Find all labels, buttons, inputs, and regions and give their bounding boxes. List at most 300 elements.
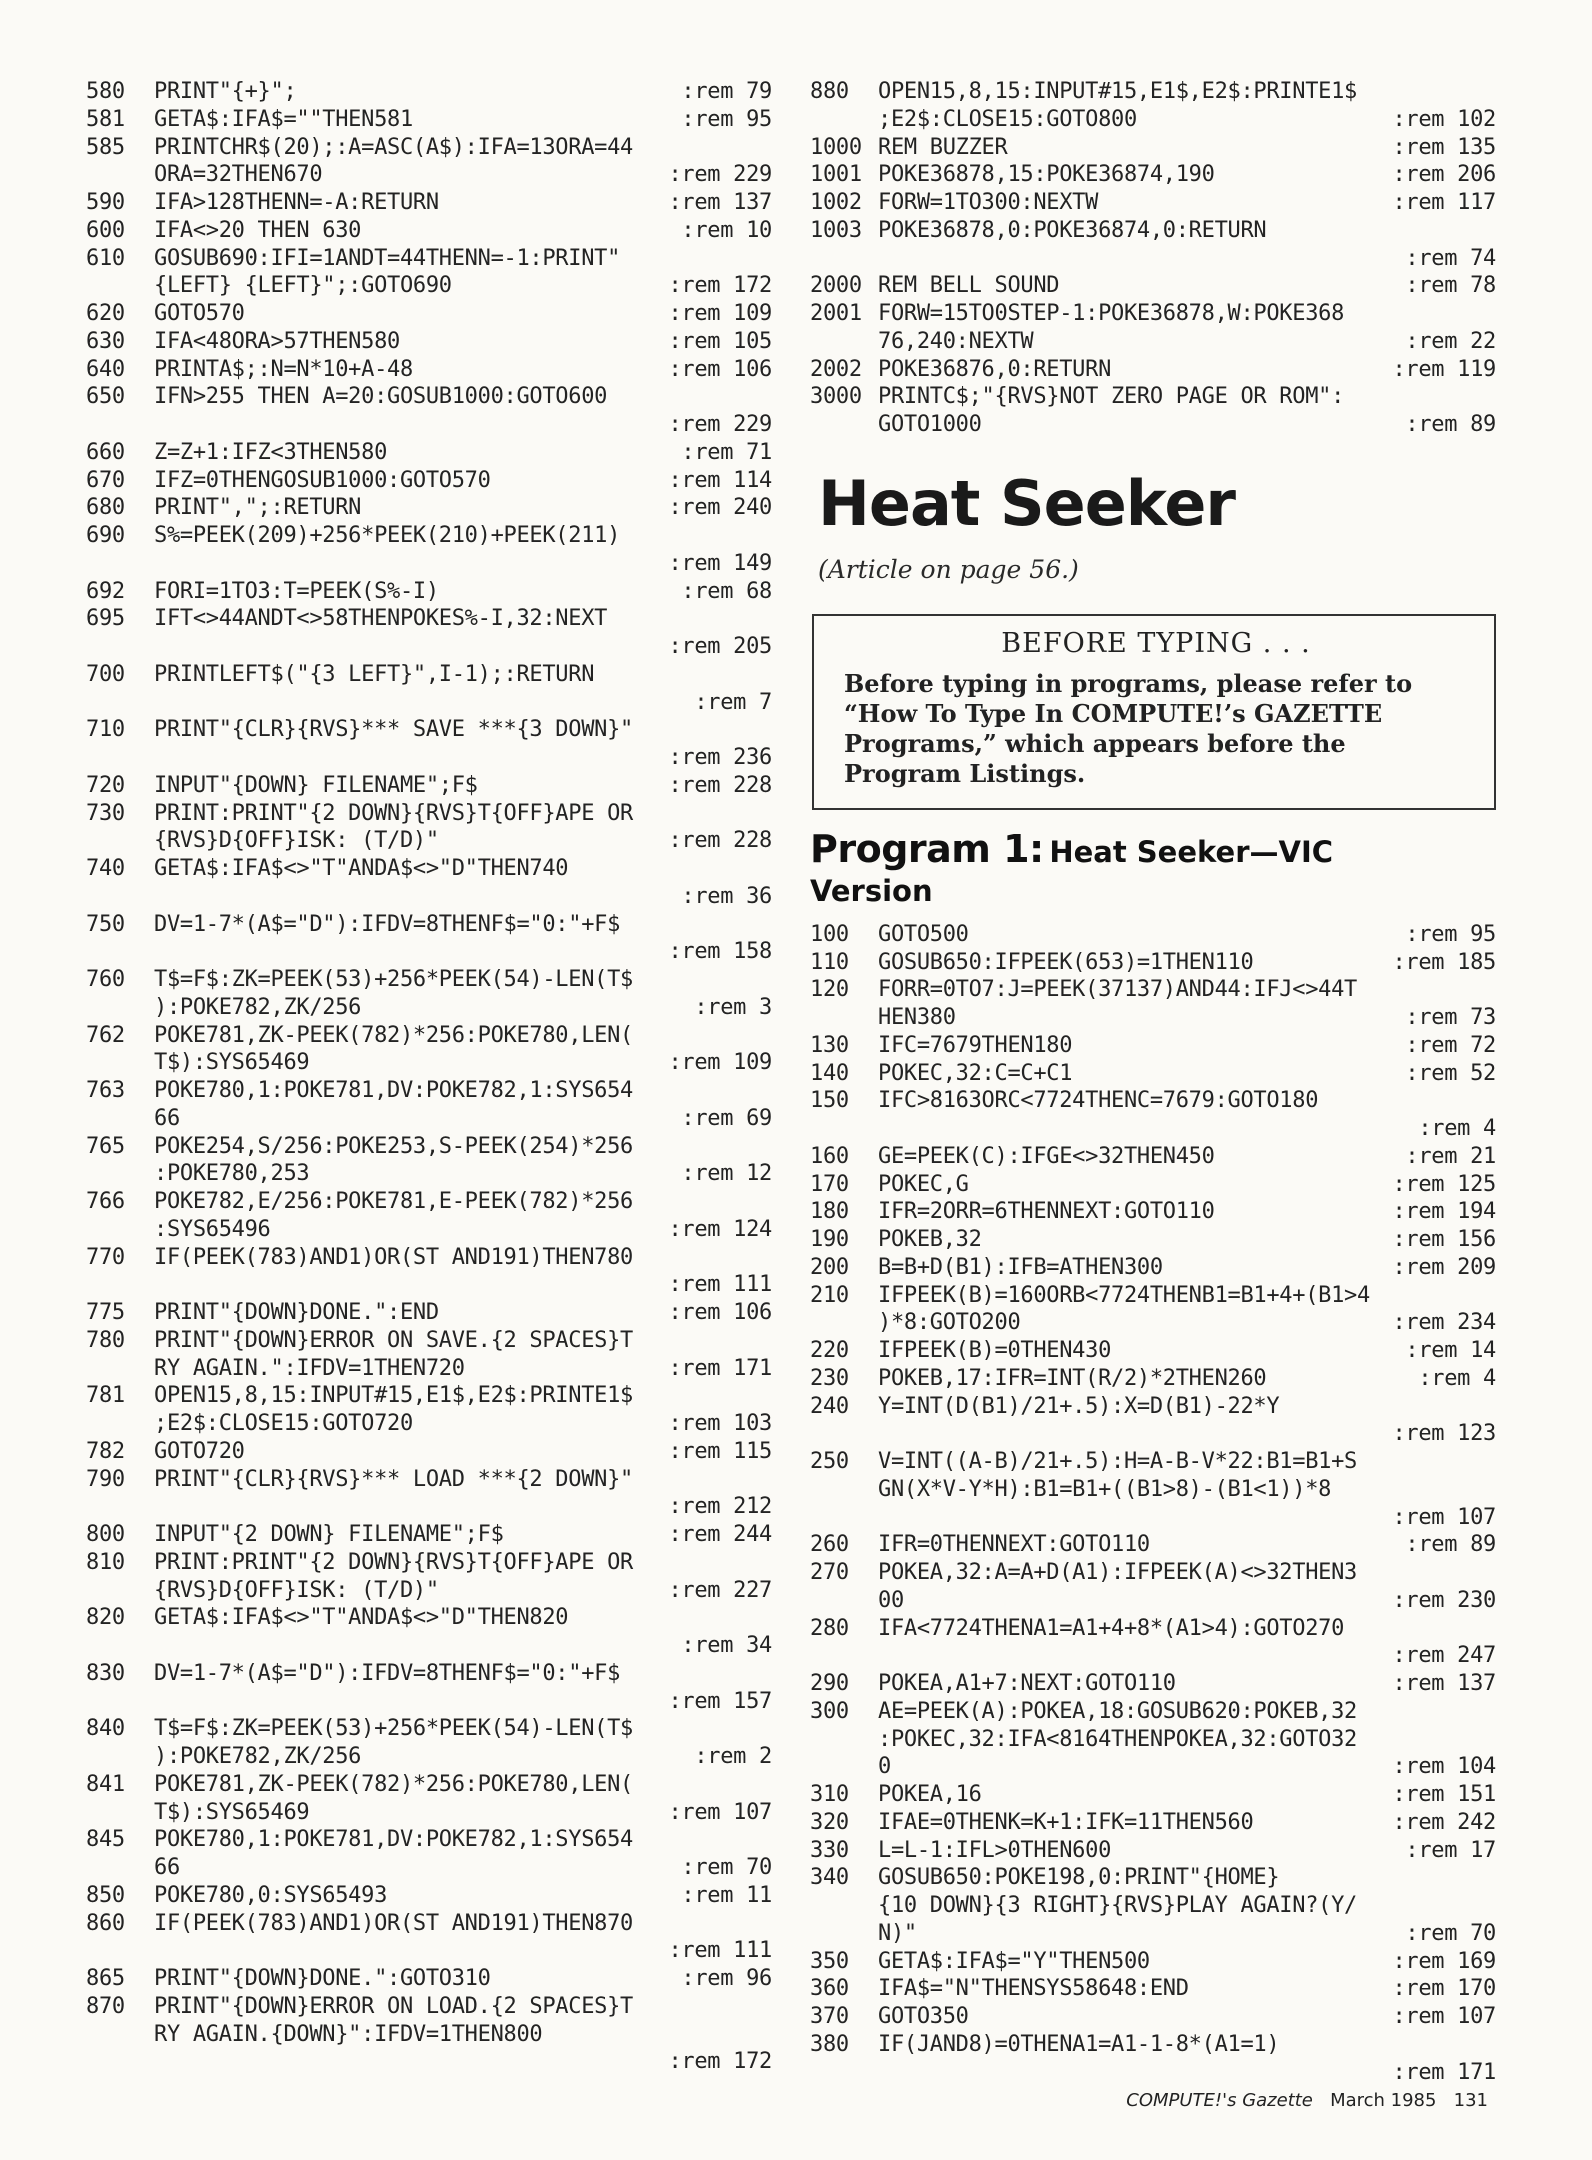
line-number: 585 <box>86 134 125 160</box>
program-listing-heat-seeker <box>810 921 1500 2087</box>
rem-checksum: :rem 111 <box>668 1938 772 1964</box>
rem-checksum: :rem 78 <box>1405 273 1496 299</box>
line-number: 330 <box>810 1837 849 1863</box>
rem-checksum: :rem 52 <box>1405 1060 1496 1086</box>
code-text: PRINT"{CLR}{RVS}*** SAVE ***{3 DOWN}" <box>154 717 633 743</box>
listing-line <box>86 1549 776 1577</box>
code-text: PRINT"{+}"; <box>154 79 297 104</box>
listing-line <box>810 1587 1500 1615</box>
code-text: POKEA,A1+7:NEXT:GOTO110 <box>878 1671 1176 1696</box>
rem-checksum: :rem 79 <box>681 79 772 104</box>
listing-line <box>86 689 776 717</box>
rem-checksum: :rem 172 <box>668 2049 772 2075</box>
rem-checksum: :rem 34 <box>681 1633 772 1658</box>
code-text: GOSUB650:IFPEEK(653)=1THEN110 <box>878 949 1254 975</box>
line-number: 845 <box>86 1827 125 1853</box>
program-label: Program 1: <box>810 826 1044 871</box>
line-number: 2000 <box>810 273 862 299</box>
code-text: IFA<48ORA>57THEN580 <box>154 328 400 354</box>
listing-line <box>810 1781 1500 1809</box>
footer-magazine: COMPUTE!'s Gazette <box>1126 2090 1313 2111</box>
listing-line <box>86 605 776 633</box>
code-text: ):POKE782,ZK/256 <box>154 1744 362 1769</box>
rem-checksum: :rem 111 <box>668 1272 772 1298</box>
listing-line <box>810 1864 1500 1892</box>
code-text: T$=F$:ZK=PEEK(53)+256*PEEK(54)-LEN(T$ <box>154 967 633 992</box>
listing-line <box>810 1642 1500 1670</box>
code-text: ;E2$:CLOSE15:GOTO800 <box>878 106 1137 132</box>
before-typing-box <box>812 614 1496 810</box>
rem-checksum: :rem 12 <box>681 1161 772 1187</box>
line-number: 1000 <box>810 134 862 160</box>
line-number: 370 <box>810 2004 849 2029</box>
listing-line <box>810 300 1500 328</box>
code-text: REM BUZZER <box>878 134 1008 160</box>
code-text: {RVS}D{OFF}ISK: (T/D)" <box>154 828 439 854</box>
line-number: 210 <box>810 1282 849 1308</box>
listing-line <box>810 245 1500 273</box>
line-number: 775 <box>86 1300 125 1325</box>
code-text: POKE36876,0:RETURN <box>878 356 1112 382</box>
rem-checksum: :rem 244 <box>668 1522 772 1547</box>
listing-line <box>810 189 1500 217</box>
line-number: 860 <box>86 1910 125 1936</box>
rem-checksum: :rem 71 <box>681 439 772 465</box>
line-number: 260 <box>810 1532 849 1558</box>
rem-checksum: :rem 171 <box>668 1355 772 1381</box>
code-text: POKE780,0:SYS65493 <box>154 1882 388 1908</box>
line-number: 180 <box>810 1199 849 1225</box>
line-number: 581 <box>86 106 125 132</box>
listing-line <box>86 1854 776 1882</box>
line-number: 280 <box>810 1615 849 1641</box>
listing-line <box>86 744 776 772</box>
code-text: IFA$="N"THENSYS58648:END <box>878 1976 1189 2002</box>
listing-line <box>810 356 1500 384</box>
rem-checksum: :rem 212 <box>668 1494 772 1520</box>
line-number: 840 <box>86 1716 125 1742</box>
code-text: POKEA,32:A=A+D(A1):IFPEEK(A)<>32THEN3 <box>878 1560 1357 1585</box>
code-text: POKE36878,15:POKE36874,190 <box>878 162 1215 188</box>
rem-checksum: :rem 135 <box>1392 134 1496 160</box>
line-number: 200 <box>810 1254 849 1280</box>
code-text: PRINTLEFT$("{3 LEFT}",I-1);:RETURN <box>154 661 595 687</box>
rem-checksum: :rem 171 <box>1392 2059 1496 2085</box>
rem-checksum: :rem 11 <box>681 1882 772 1908</box>
line-number: 630 <box>86 328 125 354</box>
listing-line <box>86 439 776 467</box>
code-text: POKE254,S/256:POKE253,S-PEEK(254)*256 <box>154 1133 633 1159</box>
line-number: 650 <box>86 384 125 410</box>
listing-line <box>86 911 776 939</box>
code-text: PRINTA$;:N=N*10+A-48 <box>154 356 413 382</box>
code-text: POKE36878,0:POKE36874,0:RETURN <box>878 217 1267 243</box>
rem-checksum: :rem 36 <box>681 883 772 909</box>
listing-line <box>86 1826 776 1854</box>
line-number: 2002 <box>810 356 862 382</box>
listing-line <box>86 1715 776 1743</box>
line-number: 692 <box>86 578 125 604</box>
code-text: IFN>255 THEN A=20:GOSUB1000:GOTO600 <box>154 384 608 410</box>
code-text: FORW=1TO300:NEXTW <box>878 190 1099 215</box>
listing-line <box>810 1448 1500 1476</box>
listing-line <box>86 1799 776 1827</box>
line-number: 730 <box>86 800 125 826</box>
listing-line <box>810 1531 1500 1559</box>
listing-line <box>86 1965 776 1993</box>
line-number: 763 <box>86 1078 125 1103</box>
listing-line <box>86 1521 776 1549</box>
code-text: DV=1-7*(A$="D"):IFDV=8THENF$="0:"+F$ <box>154 1660 621 1686</box>
listing-line <box>86 633 776 661</box>
rem-checksum: :rem 74 <box>1405 245 1496 271</box>
line-number: 2001 <box>810 301 862 326</box>
line-number: 320 <box>810 1809 849 1835</box>
rem-checksum: :rem 107 <box>668 1799 772 1825</box>
box-body: Before typing in programs, please refer to “How To Type In COMPUTE!’s GAZETTE Programs,” which appears before the Program Listings. <box>844 668 1413 788</box>
line-number: 250 <box>810 1449 849 1474</box>
code-text: FORI=1TO3:T=PEEK(S%-I) <box>154 578 439 604</box>
listing-line <box>86 938 776 966</box>
listing-line <box>86 1743 776 1771</box>
rem-checksum: :rem 123 <box>1392 1421 1496 1447</box>
listing-line <box>86 1244 776 1272</box>
code-text: :POKE780,253 <box>154 1161 310 1187</box>
rem-checksum: :rem 95 <box>681 106 772 132</box>
rem-checksum: :rem 170 <box>1392 1976 1496 2002</box>
rem-checksum: :rem 14 <box>1405 1338 1496 1363</box>
listing-line <box>86 966 776 994</box>
listing-line <box>86 1604 776 1632</box>
listing-line <box>810 1143 1500 1171</box>
line-number: 760 <box>86 967 125 992</box>
rem-checksum: :rem 125 <box>1392 1171 1496 1197</box>
listing-line <box>810 2003 1500 2031</box>
code-text: GOTO570 <box>154 301 245 326</box>
rem-checksum: :rem 10 <box>681 217 772 243</box>
listing-line <box>86 883 776 911</box>
line-number: 660 <box>86 439 125 465</box>
listing-line <box>86 217 776 245</box>
code-text: 00 <box>878 1587 904 1613</box>
listing-line <box>86 1188 776 1216</box>
line-number: 830 <box>86 1660 125 1686</box>
line-number: 1002 <box>810 190 862 215</box>
listing-line <box>86 1771 776 1799</box>
code-text: HEN380 <box>878 1005 956 1030</box>
rem-checksum: :rem 107 <box>1392 2004 1496 2029</box>
program-listing-left <box>86 78 776 2076</box>
listing-line <box>810 1837 1500 1865</box>
code-text: IFAE=0THENK=K+1:IFK=11THEN560 <box>878 1809 1254 1835</box>
program-version: Version <box>810 873 933 908</box>
line-number: 762 <box>86 1022 125 1048</box>
line-number: 610 <box>86 245 125 271</box>
code-text: GOTO1000 <box>878 412 982 437</box>
listing-line <box>86 78 776 106</box>
code-text: GOTO500 <box>878 921 969 947</box>
code-text: GETA$:IFA$=""THEN581 <box>154 106 413 132</box>
listing-line <box>810 106 1500 134</box>
listing-line <box>86 2048 776 2076</box>
line-number: 800 <box>86 1522 125 1547</box>
listing-line <box>86 1410 776 1438</box>
rem-checksum: :rem 149 <box>668 550 772 576</box>
rem-checksum: :rem 72 <box>1405 1032 1496 1058</box>
listing-line <box>810 1198 1500 1226</box>
code-text: )*8:GOTO200 <box>878 1310 1021 1336</box>
listing-line <box>810 217 1500 245</box>
code-text: POKEC,G <box>878 1171 969 1197</box>
line-number: 766 <box>86 1189 125 1214</box>
line-number: 780 <box>86 1327 125 1353</box>
line-number: 740 <box>86 856 125 881</box>
listing-line <box>86 1216 776 1244</box>
listing-line <box>810 921 1500 949</box>
rem-checksum: :rem 4 <box>1418 1116 1496 1141</box>
code-text: GOTO720 <box>154 1438 245 1464</box>
line-number: 190 <box>810 1227 849 1252</box>
line-number: 720 <box>86 772 125 798</box>
footer-page-number: 131 <box>1453 2090 1488 2111</box>
listing-line <box>810 1476 1500 1504</box>
listing-line <box>86 1688 776 1716</box>
listing-line <box>810 1309 1500 1337</box>
code-text: V=INT((A-B)/21+.5):H=A-B-V*22:B1=B1+S <box>878 1449 1357 1474</box>
listing-line <box>810 1032 1500 1060</box>
listing-line <box>86 1022 776 1050</box>
listing-line <box>810 1948 1500 1976</box>
code-text: OPEN15,8,15:INPUT#15,E1$,E2$:PRINTE1$ <box>878 79 1357 104</box>
line-number: 850 <box>86 1882 125 1908</box>
listing-line <box>810 1920 1500 1948</box>
listing-line <box>810 1060 1500 1088</box>
line-number: 1003 <box>810 217 862 243</box>
listing-line <box>86 1882 776 1910</box>
line-number: 841 <box>86 1771 125 1797</box>
listing-line <box>86 1466 776 1494</box>
code-text: PRINT"{CLR}{RVS}*** LOAD ***{2 DOWN}" <box>154 1466 633 1492</box>
listing-line <box>86 134 776 162</box>
listing-line <box>810 1975 1500 2003</box>
listing-line <box>86 383 776 411</box>
code-text: 0 <box>878 1754 891 1780</box>
listing-line <box>86 1993 776 2021</box>
rem-checksum: :rem 4 <box>1418 1365 1496 1391</box>
listing-line <box>86 106 776 134</box>
rem-checksum: :rem 242 <box>1392 1809 1496 1835</box>
code-text: POKEB,17:IFR=INT(R/2)*2THEN260 <box>878 1365 1267 1391</box>
listing-line <box>86 1937 776 1965</box>
listing-line <box>86 245 776 273</box>
rem-checksum: :rem 107 <box>1392 1504 1496 1530</box>
code-text: :SYS65496 <box>154 1216 271 1242</box>
line-number: 580 <box>86 79 125 104</box>
rem-checksum: :rem 114 <box>668 467 772 493</box>
listing-line <box>86 1271 776 1299</box>
line-number: 710 <box>86 717 125 743</box>
rem-checksum: :rem 104 <box>1392 1754 1496 1780</box>
code-text: ;E2$:CLOSE15:GOTO720 <box>154 1411 413 1436</box>
listing-line <box>810 1365 1500 1393</box>
rem-checksum: :rem 96 <box>681 1966 772 1991</box>
listing-line <box>86 1660 776 1688</box>
line-number: 870 <box>86 1993 125 2019</box>
code-text: POKEC,32:C=C+C1 <box>878 1060 1073 1086</box>
line-number: 130 <box>810 1032 849 1058</box>
line-number: 350 <box>810 1948 849 1974</box>
listing-line <box>810 272 1500 300</box>
listing-line <box>810 1726 1500 1754</box>
code-text: :POKEC,32:IFA<8164THENPOKEA,32:GOTO32 <box>878 1726 1357 1752</box>
listing-line <box>86 356 776 384</box>
line-number: 810 <box>86 1549 125 1575</box>
code-text: POKE782,E/256:POKE781,E-PEEK(782)*256 <box>154 1189 633 1214</box>
rem-checksum: :rem 206 <box>1392 162 1496 188</box>
code-text: PRINT"{DOWN}DONE.":GOTO310 <box>154 1966 491 1991</box>
rem-checksum: :rem 209 <box>1392 1254 1496 1280</box>
line-number: 781 <box>86 1383 125 1409</box>
code-text: PRINT"{DOWN}ERROR ON SAVE.{2 SPACES}T <box>154 1327 633 1353</box>
rem-checksum: :rem 236 <box>668 745 772 770</box>
rem-checksum: :rem 240 <box>668 495 772 521</box>
line-number: 120 <box>810 977 849 1003</box>
rem-checksum: :rem 229 <box>668 412 772 437</box>
listing-line <box>810 1115 1500 1143</box>
line-number: 170 <box>810 1171 849 1197</box>
line-number: 640 <box>86 356 125 382</box>
code-text: INPUT"{2 DOWN} FILENAME";F$ <box>154 1522 504 1547</box>
code-text: GOSUB690:IFI=1ANDT=44THENN=-1:PRINT" <box>154 245 621 271</box>
code-text: IFC>8163ORC<7724THENC=7679:GOTO180 <box>878 1088 1319 1114</box>
listing-line <box>810 1282 1500 1310</box>
listing-line <box>810 161 1500 189</box>
rem-checksum: :rem 227 <box>668 1577 772 1603</box>
rem-checksum: :rem 151 <box>1392 1782 1496 1807</box>
rem-checksum: :rem 124 <box>668 1216 772 1242</box>
rem-checksum: :rem 69 <box>681 1105 772 1131</box>
rem-checksum: :rem 169 <box>1392 1948 1496 1974</box>
line-number: 240 <box>810 1393 849 1419</box>
code-text: POKEB,32 <box>878 1227 982 1252</box>
listing-line <box>86 411 776 439</box>
listing-line <box>810 949 1500 977</box>
line-number: 150 <box>810 1088 849 1114</box>
listing-line <box>810 1559 1500 1587</box>
rem-checksum: :rem 234 <box>1392 1310 1496 1336</box>
listing-line <box>810 1171 1500 1199</box>
rem-checksum: :rem 106 <box>668 1300 772 1325</box>
program-listing-continued <box>810 78 1500 439</box>
listing-line <box>86 1355 776 1383</box>
listing-line <box>86 300 776 328</box>
listing-line <box>810 1504 1500 1532</box>
listing-line <box>810 1892 1500 1920</box>
listing-line <box>810 1004 1500 1032</box>
listing-line <box>86 1493 776 1521</box>
listing-line <box>86 800 776 828</box>
left-column <box>86 78 776 2076</box>
rem-checksum: :rem 247 <box>1392 1643 1496 1669</box>
line-number: 865 <box>86 1966 125 1991</box>
listing-line <box>86 772 776 800</box>
listing-line <box>810 1670 1500 1698</box>
listing-line <box>86 2021 776 2049</box>
listing-line <box>810 1254 1500 1282</box>
listing-line <box>86 1382 776 1410</box>
code-text: IF(PEEK(783)AND1)OR(ST AND191)THEN780 <box>154 1244 633 1270</box>
code-text: RY AGAIN.":IFDV=1THEN720 <box>154 1355 465 1381</box>
rem-checksum: :rem 109 <box>668 1050 772 1076</box>
box-title: BEFORE TYPING . . . <box>1001 627 1311 659</box>
rem-checksum: :rem 17 <box>1405 1837 1496 1863</box>
listing-line <box>810 1393 1500 1421</box>
code-text: REM BELL SOUND <box>878 273 1060 299</box>
listing-line <box>86 328 776 356</box>
code-text: {LEFT} {LEFT}";:GOTO690 <box>154 273 452 299</box>
code-text: IFR=2ORR=6THENNEXT:GOTO110 <box>878 1199 1215 1225</box>
code-text: INPUT"{DOWN} FILENAME";F$ <box>154 772 478 798</box>
listing-line <box>810 1226 1500 1254</box>
listing-line <box>86 1049 776 1077</box>
line-number: 220 <box>810 1338 849 1363</box>
rem-checksum: :rem 3 <box>694 994 772 1020</box>
listing-line <box>810 1337 1500 1365</box>
line-number: 360 <box>810 1976 849 2002</box>
line-number: 290 <box>810 1671 849 1696</box>
listing-line <box>810 1698 1500 1726</box>
code-text: PRINT:PRINT"{2 DOWN}{RVS}T{OFF}APE OR <box>154 1549 633 1575</box>
line-number: 782 <box>86 1438 125 1464</box>
code-text: ):POKE782,ZK/256 <box>154 994 362 1020</box>
listing-line <box>86 994 776 1022</box>
code-text: {RVS}D{OFF}ISK: (T/D)" <box>154 1577 439 1603</box>
rem-checksum: :rem 156 <box>1392 1227 1496 1252</box>
code-text: S%=PEEK(209)+256*PEEK(210)+PEEK(211) <box>154 523 621 548</box>
code-text: N)" <box>878 1920 917 1946</box>
listing-line <box>86 494 776 522</box>
code-text: IFA<>20 THEN 630 <box>154 217 362 243</box>
rem-checksum: :rem 230 <box>1392 1587 1496 1613</box>
line-number: 620 <box>86 301 125 326</box>
line-number: 100 <box>810 921 849 947</box>
rem-checksum: :rem 70 <box>1405 1920 1496 1946</box>
line-number: 160 <box>810 1143 849 1169</box>
line-number: 310 <box>810 1782 849 1807</box>
line-number: 670 <box>86 467 125 493</box>
line-number: 820 <box>86 1605 125 1631</box>
listing-line <box>86 522 776 550</box>
code-text: GN(X*V-Y*H):B1=B1+((B1>8)-(B1<1))*8 <box>878 1476 1332 1502</box>
code-text: ORA=32THEN670 <box>154 162 323 188</box>
rem-checksum: :rem 119 <box>1392 356 1496 382</box>
line-number: 110 <box>810 949 849 975</box>
rem-checksum: :rem 109 <box>668 301 772 326</box>
code-text: POKEA,16 <box>878 1782 982 1807</box>
code-text: B=B+D(B1):IFB=ATHEN300 <box>878 1254 1163 1280</box>
code-text: AE=PEEK(A):POKEA,18:GOSUB620:POKEB,32 <box>878 1698 1357 1724</box>
line-number: 340 <box>810 1865 849 1891</box>
code-text: DV=1-7*(A$="D"):IFDV=8THENF$="0:"+F$ <box>154 911 621 937</box>
rem-checksum: :rem 105 <box>668 328 772 354</box>
line-number: 880 <box>810 79 849 104</box>
listing-line <box>86 1438 776 1466</box>
code-text: PRINT",";:RETURN <box>154 495 362 521</box>
rem-checksum: :rem 89 <box>1405 1532 1496 1558</box>
listing-line <box>86 1105 776 1133</box>
code-text: PRINT:PRINT"{2 DOWN}{RVS}T{OFF}APE OR <box>154 800 633 826</box>
code-text: GETA$:IFA$<>"T"ANDA$<>"D"THEN740 <box>154 856 569 881</box>
